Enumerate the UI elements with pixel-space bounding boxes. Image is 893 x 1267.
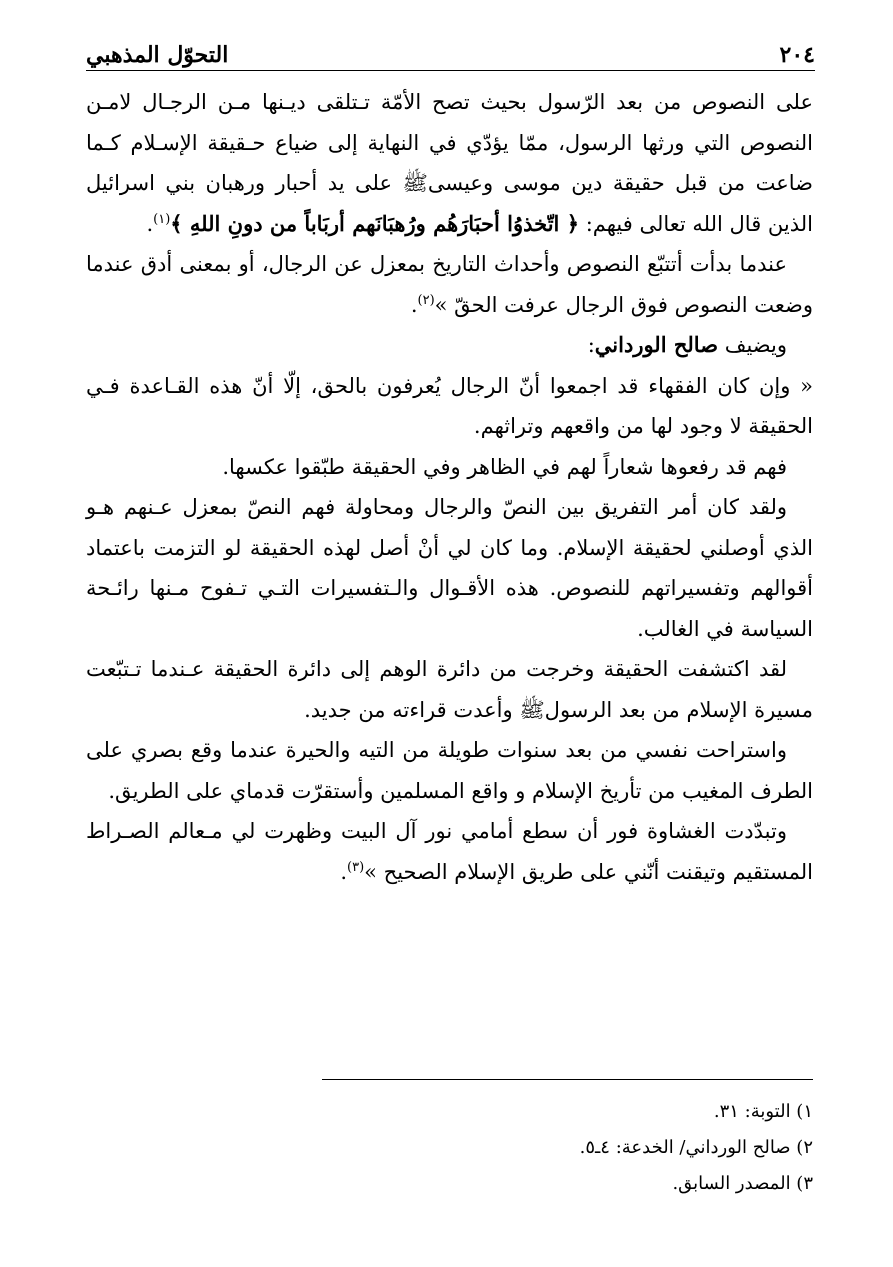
page-number: ٢٠٤ [779,42,815,68]
quran-verse: ﴿ اتّخذوُا أحبَارَهُم ورُهبَانَهم أربَاباً من دونِ اللهِ ﴾ [170,210,580,236]
paragraph-2-text: عندما بدأت أتتبّع النصوص وأحداث التاريخ بمعزل عن الرجال، أو بمعنى أدق عندما وضعت النصوص فوق الرجال عرفت الحقّ » [86,252,813,317]
paragraph-2-end: . [410,292,418,317]
author-name: صالح الورداني [594,332,719,357]
page-header [86,34,815,68]
paragraph-3-text: ويضيف [718,333,787,357]
paragraph-1-text: على النصوص من بعد الرّسول بحيث تصح الأمّة تـتلقى ديـنها مـن الرجـال لامـن النصوص التي ورثها الرسول، ممّا يؤدّي في النهاية إلى ضياع حـقيقة الإسـلام كـما ضاعت من قبل حقيقة دين موسى وعيسىﷺ على يد أحبار ورهبان بني اسرائيل الذين قال الله تعالى فيهم: [86,90,813,236]
footnote-ref-2[interactable]: (٢) [417,292,435,308]
running-title: التحوّل المذهبي [86,42,229,68]
footnote-ref-3[interactable]: (٣) [347,859,365,875]
footnote-3: ٣) المصدر السابق. [672,1173,813,1194]
footnote-ref-1[interactable]: (١) [153,211,171,227]
header-divider [86,70,815,71]
footnote-1: ١) التوبة: ٣١. [713,1101,813,1122]
paragraph-7: لقد اكتشفت الحقيقة وخرجت من دائرة الوهم إلى دائرة الحقيقة عـندما تـتبّعت مسيرة الإسلام من بعد الرسولﷺ وأعدت قراءته من جديد. [86,657,813,722]
paragraph-6: ولقد كان أمر التفريق بين النصّ والرجال ومحاولة فهم النصّ بمعزل عـنهم هـو الذي أوصلني لحقيقة الإسلام. وما كان لي أنْ أصل لهذه الحقيقة لو التزمت باعتماد أقوالهم وتفسيراتهم للنصوص. هذه الأقـوال والـتفسيرات التـي تـفوح مـنها رائـحة السياسة في الغالب. [86,495,813,641]
paragraph-3 [86,325,813,366]
paragraph-4: « وإن كان الفقهاء قد اجمعوا أنّ الرجال يُعرفون بالحق، إلّا أنّ هذه القـاعدة فـي الحقيقة لا وجود لها من واقعهم وتراثهم. [86,373,813,438]
paragraph-2 [86,244,813,325]
footnote-2: ٢) صالح الورداني/ الخدعة: ٤ـ٥. [579,1137,813,1158]
footnote-divider [322,1079,813,1080]
paragraph-1 [86,82,813,244]
footnotes [86,1094,813,1202]
paragraph-9-text: وتبدّدت الغشاوة فور أن سطع أمامي نور آل البيت وظهرت لي مـعالم الصـراط المستقيم وتيقنت أنّني على طريق الإسلام الصحيح » [86,819,813,884]
paragraph-8: واستراحت نفسي من بعد سنوات طويلة من التيه والحيرة عندما وقع بصري على الطرف المغيب من تأريخ الإسلام و واقع المسلمين وأستقرّت قدماي على الطريق. [86,738,813,803]
paragraph-1-end: . [146,211,154,236]
main-text [86,82,813,892]
paragraph-9 [86,811,813,892]
paragraph-3-end: : [587,333,595,357]
paragraph-5: فهم قد رفعوها شعاراً لهم في الظاهر وفي الحقيقة طبّقوا عكسها. [222,454,787,479]
paragraph-9-end: . [340,859,347,884]
